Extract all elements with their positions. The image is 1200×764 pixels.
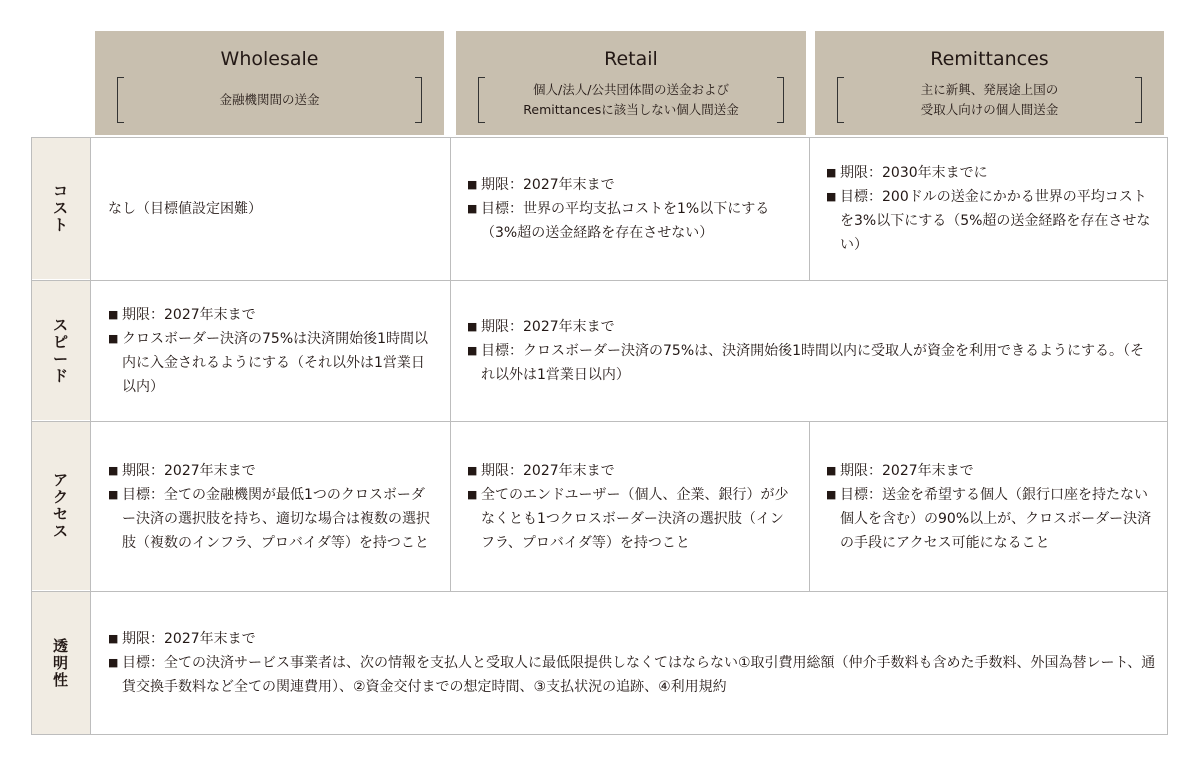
bullet-deadline <box>467 315 1157 339</box>
bullet-marker: ■ <box>826 463 837 477</box>
column-subtitle-line: 受取人向けの個人間送金 <box>920 102 1059 117</box>
column-subtitle <box>523 80 738 120</box>
cell-access-retail <box>467 422 797 591</box>
cell-speed-retail-remittances <box>467 281 1157 421</box>
bullet-marker: ■ <box>108 332 119 345</box>
deadline-text: 期限：2027年末まで <box>481 319 615 335</box>
cell-access-remittances <box>826 422 1156 591</box>
cell-cost-retail <box>467 138 797 280</box>
bullet-marker: ■ <box>467 178 478 191</box>
row-label: アクセス <box>52 471 68 540</box>
cell-text: なし（目標値設定困難） <box>108 201 262 217</box>
deadline-text: 期限：2027年末まで <box>122 631 256 647</box>
goal-text: 目標：世界の平均支払コストを1%以下にする（3%超の送金経路を存在させない） <box>481 201 770 241</box>
bullet-marker: ■ <box>826 166 837 179</box>
column-title: Wholesale <box>220 48 319 70</box>
bullet-goal <box>467 339 1157 387</box>
deadline-text: 期限：2030年末までに <box>840 165 988 181</box>
column-subtitle-line: 金融機関間の送金 <box>219 92 320 107</box>
bullet-deadline <box>108 303 438 327</box>
cell-speed-wholesale <box>108 281 438 421</box>
deadline-text: 期限：2027年末まで <box>481 462 615 479</box>
bullet-goal <box>108 651 1158 699</box>
column-subtitle-line: Remittancesに該当しない個人間送金 <box>523 102 739 117</box>
bullet-marker: ■ <box>108 487 119 501</box>
bullet-deadline <box>826 459 1156 483</box>
divider <box>450 137 451 281</box>
bullet-marker: ■ <box>467 320 478 333</box>
column-header-remittances <box>815 31 1164 135</box>
bullet-goal <box>108 327 438 399</box>
column-title: Remittances <box>930 48 1049 70</box>
column-subtitle <box>219 90 319 110</box>
column-header-retail <box>456 31 806 135</box>
row-label: スピード <box>52 315 68 385</box>
bullet-marker: ■ <box>467 344 478 357</box>
bullet-goal <box>826 185 1156 257</box>
bullet-marker: ■ <box>467 202 478 215</box>
column-subtitle-bracket <box>478 77 784 123</box>
goal-text: 全てのエンドユーザー（個人、企業、銀行）が少なくとも1つクロスボーダー決済の選択肢（インフラ、プロバイダ等）を持つこと <box>481 486 789 551</box>
column-subtitle <box>921 80 1059 120</box>
column-subtitle-bracket <box>117 77 422 123</box>
column-subtitle-bracket <box>837 77 1142 123</box>
deadline-text: 期限：2027年末まで <box>840 462 974 479</box>
goal-text: 目標：送金を希望する個人（銀行口座を持たない個人を含む）の90%以上が、クロスボーダー決済の手段にアクセス可能になること <box>840 486 1152 551</box>
column-subtitle-line: 個人/法人/公共団体間の送金および <box>533 82 729 97</box>
bullet-marker: ■ <box>108 308 119 321</box>
deadline-text: 期限：2027年末まで <box>481 177 615 193</box>
goal-text: 目標：全ての決済サービス事業者は、次の情報を支払人と受取人に最低限提供しなくてはならない①取引費用総額（仲介手数料も含めた手数料、外国為替レート、通貨交換手数料など全ての関連費用）、②資金交付までの想定時間、③支払状況の追跡、④利用規約 <box>122 655 1156 695</box>
divider <box>809 421 810 592</box>
divider <box>450 280 451 422</box>
bullet-deadline <box>108 459 438 483</box>
bullet-deadline <box>108 627 1158 651</box>
deadline-text: 期限：2027年末まで <box>122 307 256 323</box>
goal-text: 目標：200ドルの送金にかかる世界の平均コストを3%以下にする（5%超の送金経路を存在させない） <box>840 189 1151 253</box>
bullet-goal <box>467 483 797 555</box>
cell-cost-wholesale <box>108 138 438 280</box>
divider <box>809 137 810 281</box>
bullet-marker: ■ <box>108 632 119 645</box>
bullet-marker: ■ <box>826 190 837 203</box>
bullet-goal <box>826 483 1156 555</box>
cell-transparency-all <box>108 592 1158 734</box>
bullet-deadline <box>467 459 797 483</box>
goal-text: 目標：全ての金融機関が最低1つのクロスボーダー決済の選択肢を持ち、適切な場合は複数の選択肢（複数のインフラ、プロバイダ等）を持つこと <box>122 486 430 551</box>
bullet-goal <box>108 483 438 555</box>
column-title: Retail <box>604 48 658 70</box>
column-subtitle-line: 主に新興、発展途上国の <box>920 82 1059 97</box>
column-header-wholesale <box>95 31 444 135</box>
bullet-marker: ■ <box>467 463 478 477</box>
divider <box>450 421 451 592</box>
bullet-marker: ■ <box>826 487 837 501</box>
row-label: コスト <box>52 182 68 234</box>
bullet-marker: ■ <box>108 463 119 477</box>
cell-cost-remittances <box>826 138 1156 280</box>
cell-access-wholesale <box>108 422 438 591</box>
row-label: 透明性 <box>52 636 68 689</box>
bullet-deadline <box>467 173 797 197</box>
bullet-marker: ■ <box>108 656 119 669</box>
bullet-deadline <box>826 161 1156 185</box>
divider <box>90 137 91 735</box>
goal-text: 目標：クロスボーダー決済の75%は、決済開始後1時間以内に受取人が資金を利用できるようにする。（それ以外は1営業日以内） <box>481 343 1145 383</box>
goal-text: クロスボーダー決済の75%は決済開始後1時間以内に入金されるようにする（それ以外は1営業日以内） <box>122 331 429 395</box>
bullet-marker: ■ <box>467 487 478 501</box>
deadline-text: 期限：2027年末まで <box>122 462 256 479</box>
bullet-goal <box>467 197 797 245</box>
